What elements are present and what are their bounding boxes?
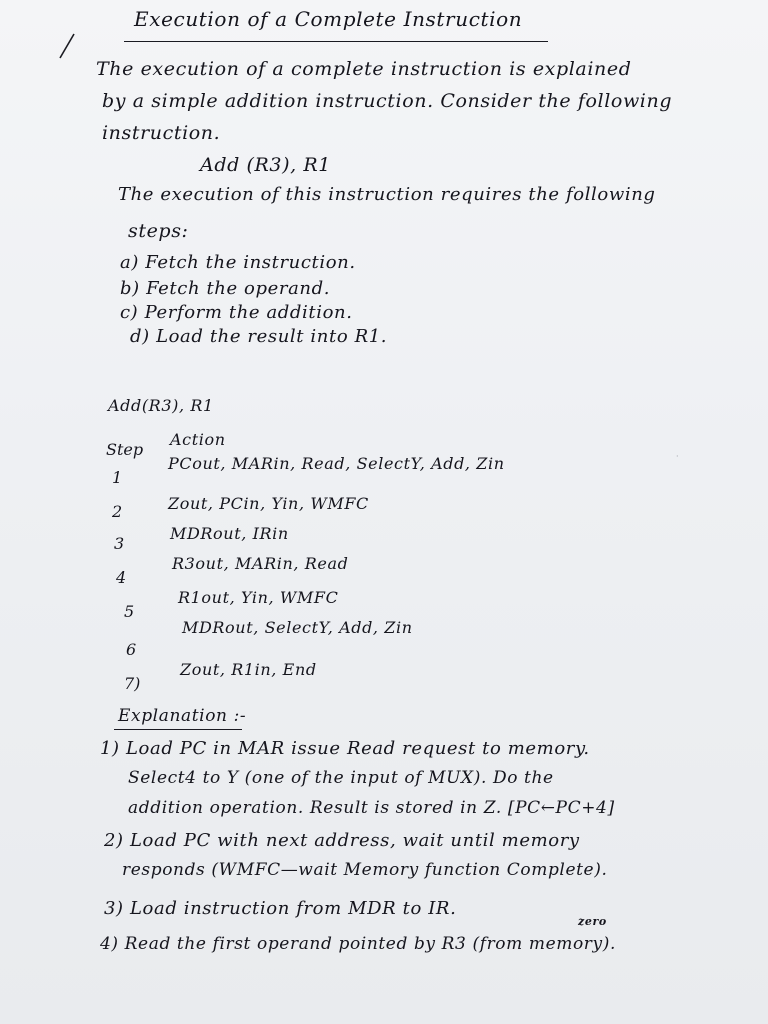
explanation-line-2: Select4 to Y (one of the input of MUX). Do the (128, 768, 554, 788)
table-row-step: 6 (126, 640, 137, 659)
intro-line-3: instruction. (102, 122, 221, 144)
table-row-action: MDRout, SelectY, Add, Zin (182, 618, 413, 637)
table-row-action: Zout, PCin, Yin, WMFC (168, 494, 369, 513)
table-row-action: R1out, Yin, WMFC (178, 588, 339, 607)
explanation-line-3: addition operation. Result is stored in Z. [PC←PC+4] (128, 798, 615, 818)
table-row-action: PCout, MARin, Read, SelectY, Add, Zin (168, 454, 505, 473)
intro-line-2: by a simple addition instruction. Consider the following (102, 90, 673, 112)
table-row-step: 5 (124, 602, 135, 621)
margin-tick-mark (56, 32, 78, 60)
title-underline (124, 41, 548, 42)
explanation-line-1: 1) Load PC in MAR issue Read request to memory. (100, 738, 590, 759)
instruction-example: Add (R3), R1 (200, 154, 331, 176)
explanation-line-4: 2) Load PC with next address, wait until memory (104, 830, 580, 851)
table-row-action: Zout, R1in, End (180, 660, 317, 679)
explanation-title: Explanation :- (118, 706, 247, 726)
table-header-step: Step (106, 440, 144, 459)
table-row-step: 1 (112, 468, 123, 487)
stray-dot: · (676, 452, 679, 461)
step-item-c: c) Perform the addition. (120, 302, 353, 323)
table-row-step: 2 (112, 502, 123, 521)
step-item-d: d) Load the result into R1. (130, 326, 388, 347)
table-row-step: 3 (114, 534, 125, 553)
handwritten-annotation: zero (578, 915, 607, 928)
table-row-step: 7) (124, 674, 141, 693)
explanation-line-7: 4) Read the first operand pointed by R3 (from memory). (100, 934, 616, 954)
explanation-line-5: responds (WMFC—wait Memory function Complete). (122, 860, 608, 880)
steps-intro-line-2: steps: (128, 220, 189, 242)
table-row-action: R3out, MARin, Read (172, 554, 349, 573)
page-title: Execution of a Complete Instruction (134, 7, 523, 31)
table-row-step: 4 (116, 568, 127, 587)
table-row-action: MDRout, IRin (170, 524, 289, 543)
intro-line-1: The execution of a complete instruction is explained (96, 58, 632, 80)
table-header-action: Action (170, 430, 226, 449)
table-instruction: Add(R3), R1 (108, 396, 214, 415)
steps-intro-line-1: The execution of this instruction requires the following (118, 184, 656, 205)
step-item-b: b) Fetch the operand. (120, 278, 331, 299)
step-item-a: a) Fetch the instruction. (120, 252, 356, 273)
explanation-underline (114, 729, 242, 730)
explanation-line-6: 3) Load instruction from MDR to IR. (104, 898, 457, 919)
